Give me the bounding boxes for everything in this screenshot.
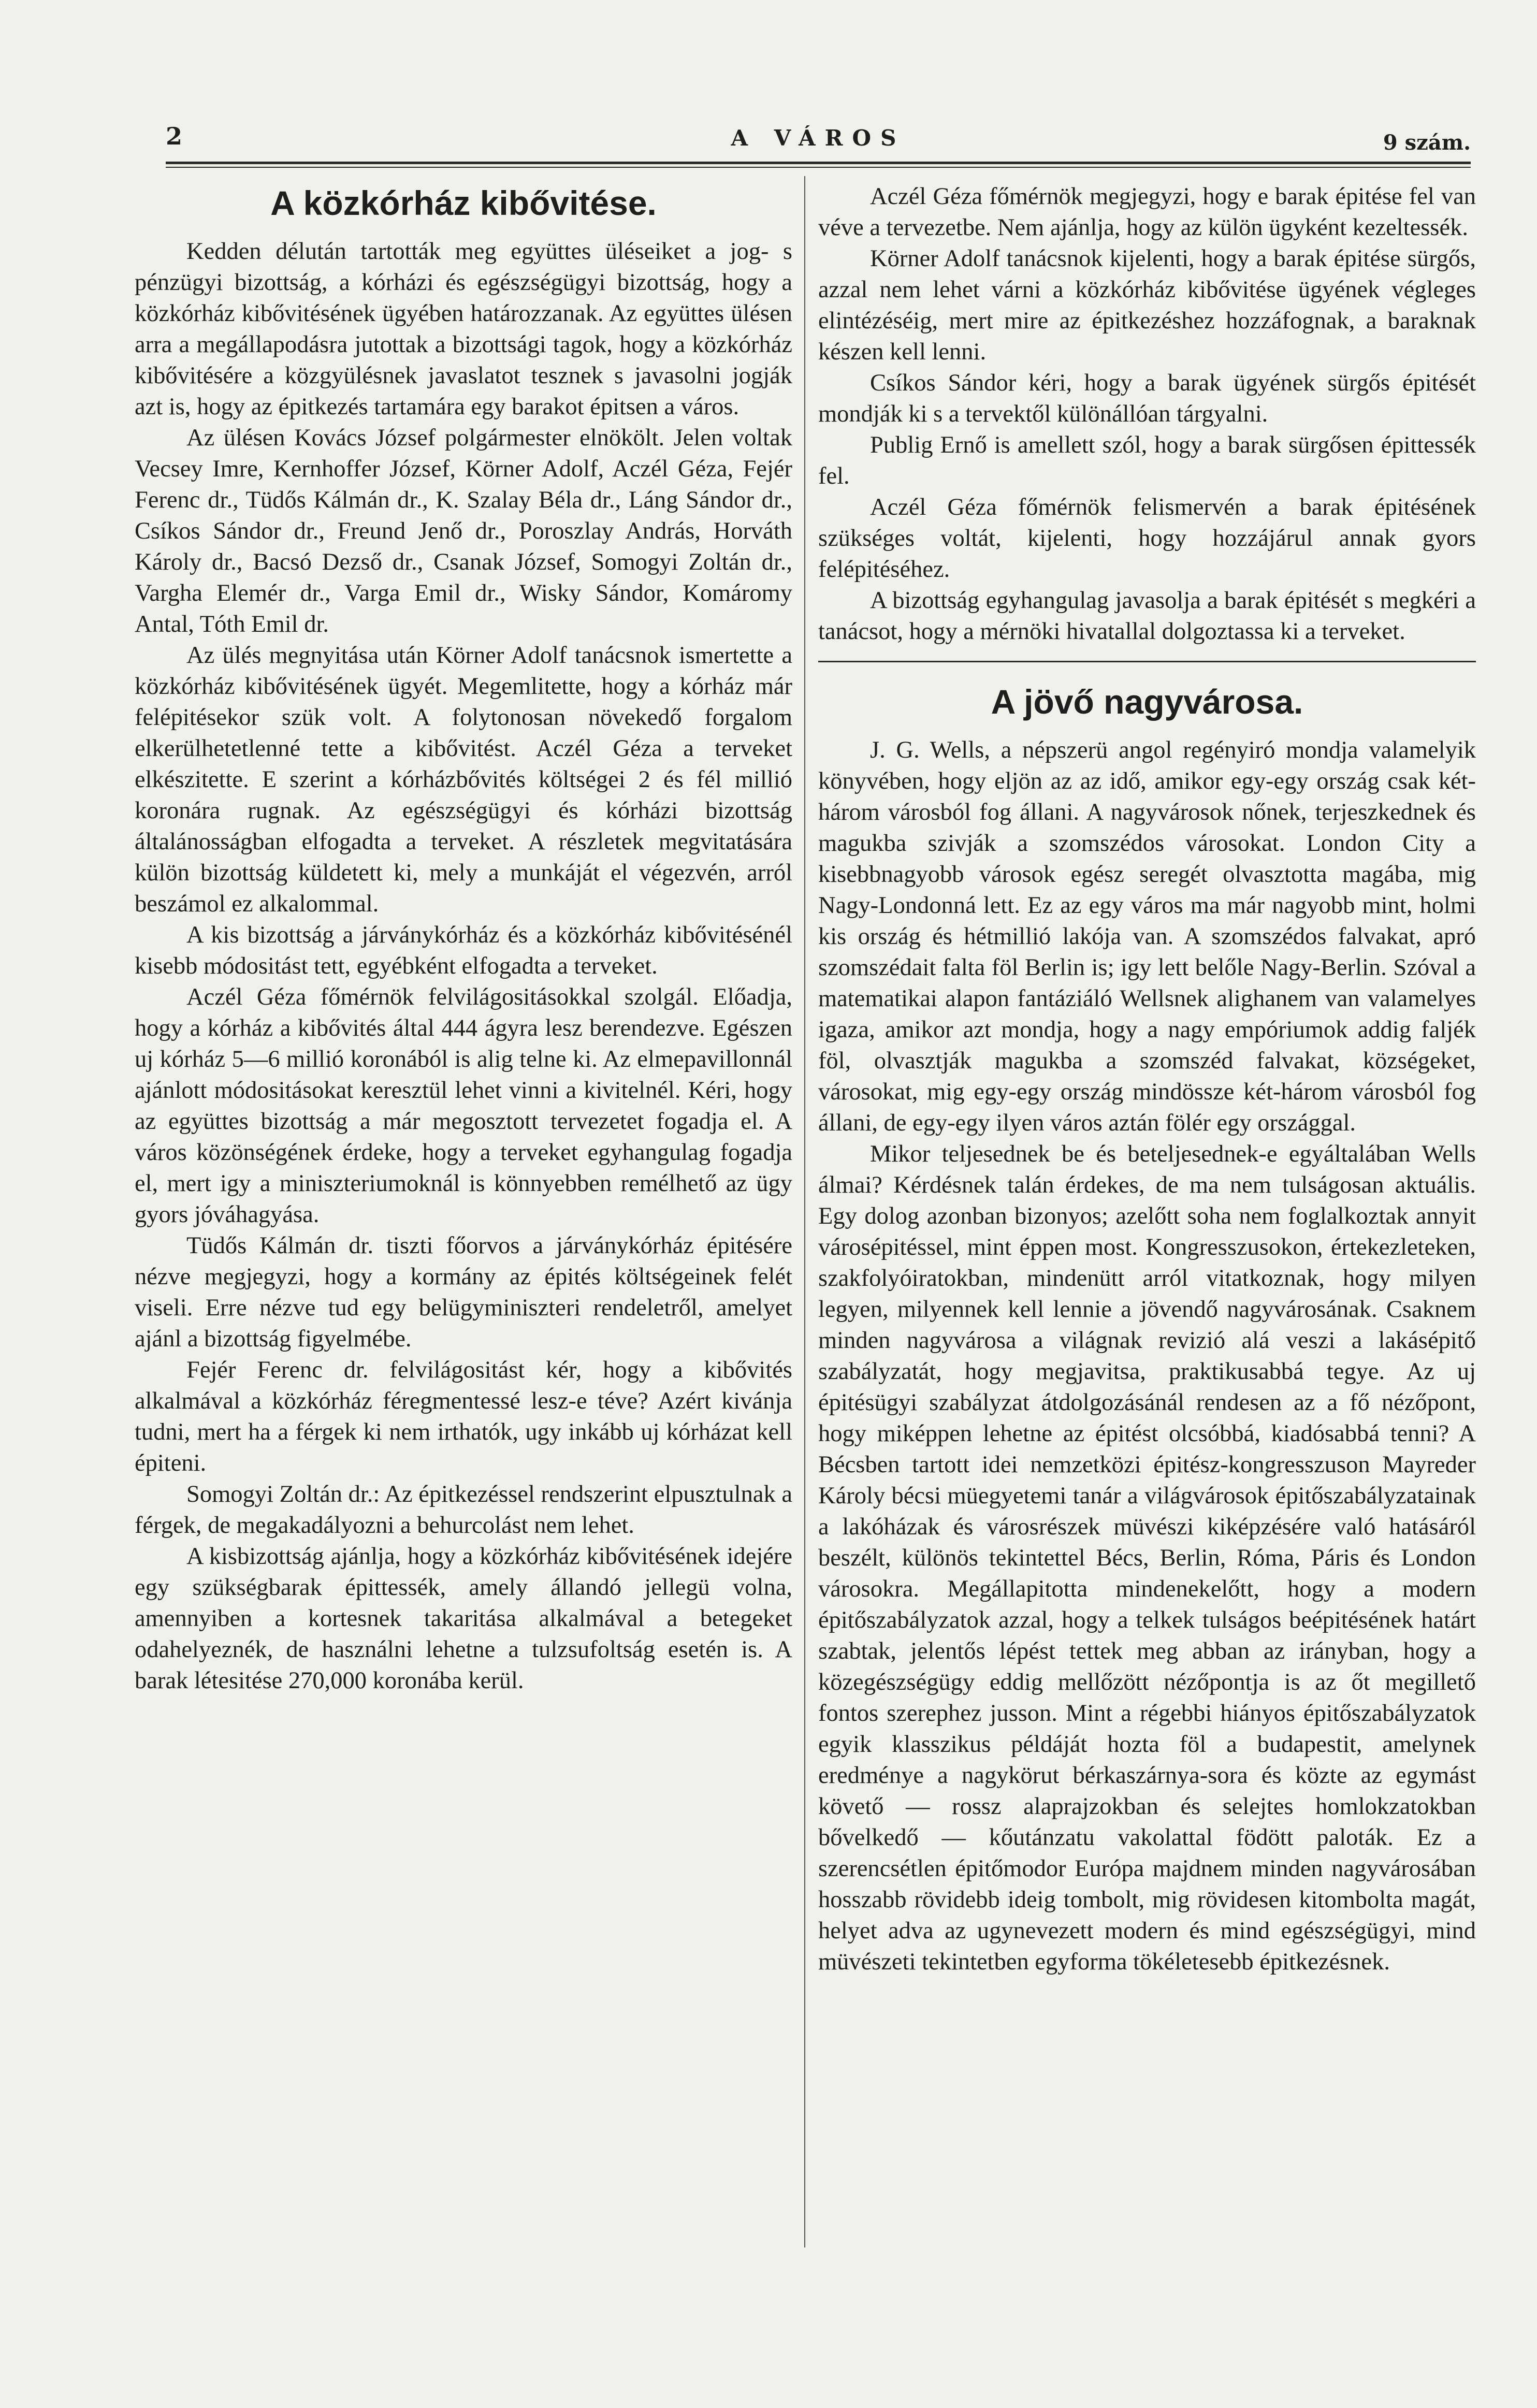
article-paragraph: Publig Ernő is amellett szól, hogy a barak sürgősen épittessék fel. (818, 432, 1476, 489)
left-column (135, 181, 792, 1696)
article-paragraph: A kisbizottság ajánlja, hogy a közkórház kibővitésének idejére egy szükségbarak épittessék, amely állandó jellegü volna, amennyiben a kortesnek takaritása alkalmával a betegeket odahelyeznék, de használni lehetne a tulzsufoltság esetén is. A barak létesitése 270,000 koronába kerül. (135, 1543, 792, 1694)
article-paragraph: Az ülés megnyitása után Körner Adolf tanácsnok ismertette a közkórház kibővitésének ügyét. Megemlitette, hogy a kórház már felépitésekor szük volt. A folytonosan növekedő forgalom elkerülhetetlenné tette a kibővitést. Aczél Géza a terveket elkészitette. E szerint a kórházbővités költségei 2 és fél millió koronára rugnak. Az egészségügyi és kórházi bizottság általánosságban elfogadta a terveket. A részletek megvitatására külön bizottság küldetett ki, mely a munkáját el végezvén, arról beszámol ez alkalommal. (135, 642, 792, 917)
header-rule (166, 162, 1471, 164)
article-paragraph: Tüdős Kálmán dr. tiszti főorvos a járványkórház épitésére nézve megjegyzi, hogy a kormány az épités költségeinek felét viseli. Erre nézve tud egy belügyminiszteri rendeletről, amelyet ajánl a bizottság figyelmébe. (135, 1232, 792, 1352)
article-separator (818, 661, 1476, 662)
article-paragraph: Mikor teljesednek be és beteljesednek-e egyáltalában Wells álmai? Kérdésnek talán érdekes, de ma nem tulságosan aktuális. Egy dolog azonban bizonyos; azelőtt soha nem foglalkoztak annyit városépitéssel, mint éppen most. Kongresszusokon, értekezleteken, szakfolyóiratokban, mindenütt arról vitatkoznak, hogy milyen legyen, milyennek kell lennie a jövendő nagyvárosának. Csaknem minden nagyvárosa a világnak revizió alá veszi a lakásépitő szabályzatát, hogy megjavitsa, praktikusabbá tegye. Az uj épitésügyi szabályzat átdolgozásánál rendesen az a fő nézőpont, hogy miképpen lehetne az épitést olcsóbbá, kiadósabbá tenni? A Bécsben tartott idei nemzetközi épitész-kongresszuson Mayreder Károly bécsi müegyetemi tanár a világvárosok épitőszabályzatainak a lakóházak és városrészek müvészi kiképzésére való hatásáról beszélt, különös tekintettel Bécs, Berlin, Róma, Páris és London városokra. Megállapitotta mindenekelőtt, hogy a modern épitőszabályzatok azzal, hogy a telkek tulságos beépitésének határt szabtak, jelentős lépést tettek meg abban az irányban, hogy a közegészségügy eddig mellőzött nézőpontja is az őt megillető fontos szerephez jusson. Mint a régebbi hiányos épitőszabályzatok egyik klasszikus példáját hozta föl a budapestit, amelynek eredménye a nagykörut bérkaszárnya-sora és közte az egymást követő — rossz alaprajzokban és selejtes homlokzatokban bővelkedő — kőutánzatu vakolattal födött paloták. Ez a szerencsétlen épitőmodor Európa majdnem minden nagyvárosában hosszabb rövidebb ideig tombolt, mig rövidesen kitombolta magát, helyet adva az ugynevezett modern és mind egészségügyi, mind müvészeti tekintetben egyforma tökéletesebb épitkezésnek. (818, 1141, 1476, 1975)
article-paragraph: Körner Adolf tanácsnok kijelenti, hogy a barak épitése sürgős, azzal nem lehet várni a közkórház kibővitése ügyének végleges elintézéséig, mert mire az épitkezéshez hozzáfognak, a baraknak készen kell lenni. (818, 245, 1476, 365)
article-paragraph: Somogyi Zoltán dr.: Az épitkezéssel rendszerint elpusztulnak a férgek, de megakadályozni a behurcolást nem lehet. (135, 1481, 792, 1539)
article-paragraph: Aczél Géza főmérnök felismervén a barak épitésének szükséges voltát, kijelenti, hogy hozzájárul annak gyors felépitéséhez. (818, 494, 1476, 583)
article-title: A közkórház kibővitése. (270, 184, 657, 222)
article-paragraph: Csíkos Sándor kéri, hogy a barak ügyének sürgős épitését mondják ki s a tervektől különállóan tárgyalni. (818, 370, 1476, 427)
article-paragraph: Aczél Géza főmérnök megjegyzi, hogy e barak épitése fel van véve a tervezetbe. Nem ajánlja, hogy az külön ügyként kezeltessék. (818, 183, 1476, 241)
right-column (818, 181, 1476, 1978)
article-paragraph: Fejér Ferenc dr. felvilágositást kér, hogy a kibővités alkalmával a közkórház féregmentessé lesz-e téve? Azért kivánja tudni, mert ha a férgek ki nem irthatók, ugy inkább uj kórházat kell épiteni. (135, 1357, 792, 1476)
article-paragraph: Az ülésen Kovács József polgármester elnökölt. Jelen voltak Vecsey Imre, Kernhoffer József, Körner Adolf, Aczél Géza, Fejér Ferenc dr., Tüdős Kálmán dr., K. Szalay Béla dr., Láng Sándor dr., Csíkos Sándor dr., Freund Jenő dr., Poroszlay András, Horváth Károly dr., Bacsó Dezső dr., Csanak József, Somogyi Zoltán dr., Vargha Elemér dr., Varga Emil dr., Wisky Sándor, Komáromy Antal, Tóth Emil dr. (135, 425, 792, 637)
article-paragraph: Kedden délután tartották meg együttes üléseiket a jog- s pénzügyi bizottság, a kórházi és egészségügyi bizottság, hogy a közkórház kibővitésének ügyében határozzanak. Az együttes ülésen arra a megállapodásra jutottak a bizottsági tagok, hogy a közkórház kibővitésére a közgyülésnek javaslatot tesznek s javasolni jogják azt is, hogy az épitkezés tartamára egy barakot épitsen a város. (135, 238, 792, 420)
column-divider (804, 176, 805, 2247)
header-rule-thin (166, 167, 1471, 168)
page-header (166, 122, 1471, 164)
article-paragraph: A bizottság egyhangulag javasolja a barak épitését s megkéri a tanácsot, hogy a mérnöki hivatallal dolgoztassa ki a terveket. (818, 587, 1476, 645)
page-number: 2 (166, 122, 183, 150)
issue-number: 9 szám. (1383, 130, 1471, 155)
article-paragraph: A kis bizottság a járványkórház és a közkórház kibővitésénél kisebb módositást tett, egyébként elfogadta a terveket. (135, 922, 792, 979)
publication-title: A VÁROS (731, 125, 906, 151)
article-paragraph: Aczél Géza főmérnök felvilágositásokkal szolgál. Előadja, hogy a kórház a kibővités által 444 ágyra lesz berendezve. Egészen uj kórház 5—6 millió koronából is alig telne ki. Az elmepavillonnál ajánlott módositásokat keresztül lehet vinni a kivitelnél. Kéri, hogy az együttes bizottság a már megosztott tervezetet fogadja el. A város közönségének érdeke, hogy a terveket egyhangulag fogadja el, mert igy a miniszteriumoknál is könnyebben remélhető az ügy gyors jóváhagyása. (135, 984, 792, 1228)
article-title: A jövő nagyvárosa. (991, 683, 1303, 721)
article-paragraph: J. G. Wells, a népszerü angol regényiró mondja valamelyik könyvében, hogy eljön az az idő, amikor egy-egy ország csak két-három városból fog állani. A nagyvárosok nőnek, terjeszkednek és magukba szivják a szomszédos városokat. London City a kisebbnagyobb városok egész seregét olvasztotta magába, mig Nagy-Londonná lett. Ez az egy város ma már nagyobb mint, holmi kis ország és hétmillió lakója van. A szomszédos falvakat, apró szomszédait falta föl Berlin is; igy lett belőle Nagy-Berlin. Szóval a matematikai alapon fantáziáló Wellsnek alighanem van valamelyes igaza, amikor azt mondja, hogy a nagy empóriumok addig faljék föl, olvasztják magukba a szomszéd falvakat, községeket, városokat, mig egy-egy ország mindössze két-három városból fog állani, de egy-egy ilyen város aztán fölér egy országgal. (818, 737, 1476, 1136)
